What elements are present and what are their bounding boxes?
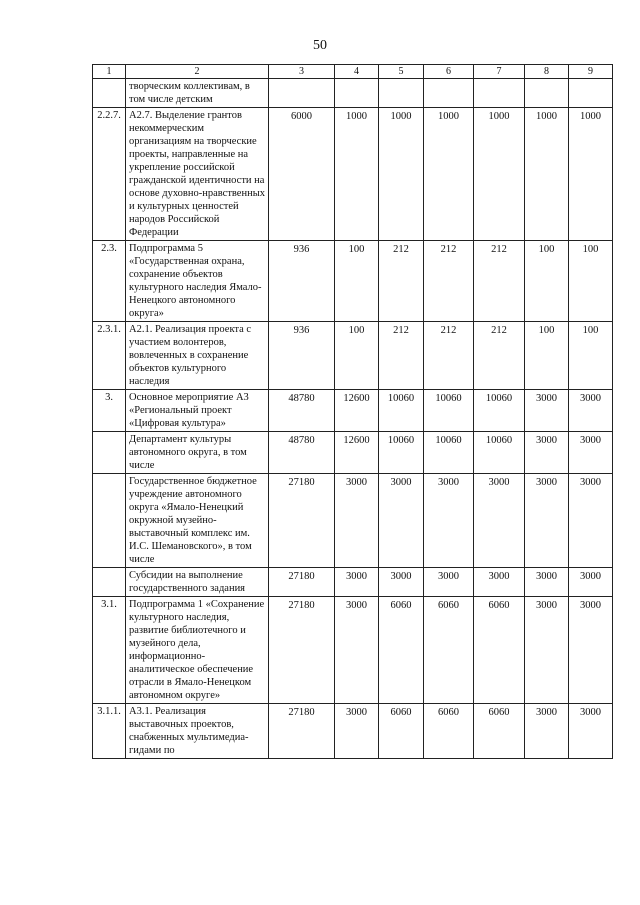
value-cell: 3000 [424, 474, 474, 568]
value-cell: 1000 [335, 108, 379, 241]
table-row [93, 474, 613, 568]
value-cell: 212 [379, 241, 424, 322]
row-name-cell: Подпрограмма 1 «Сохранение культурного наследия, развитие библиотечного и музейного дела, информационно-аналитическое обеспечение отрасли в Ямало-Ненецком автономном округе» [126, 597, 269, 704]
row-name-cell: Подпрограмма 5 «Государственная охрана, сохранение объектов культурного наследия Ямало-Ненецкого автономного округа» [126, 241, 269, 322]
value-cell: 3000 [335, 474, 379, 568]
value-cell [379, 79, 424, 108]
value-cell: 1000 [474, 108, 525, 241]
value-cell: 12600 [335, 432, 379, 474]
table-row [93, 322, 613, 390]
page-number: 50 [313, 38, 327, 53]
value-cell: 212 [474, 322, 525, 390]
row-name-cell: А3.1. Реализация выставочных проектов, снабженных мультимедиа-гидами по [126, 704, 269, 759]
row-name-cell: Государственное бюджетное учреждение автономного округа «Ямало-Ненецкий окружной музейно-выставочный комплекс им. И.С. Шемановского», в том числе [126, 474, 269, 568]
table-header-row [93, 65, 613, 79]
table-row [93, 704, 613, 759]
value-cell: 212 [474, 241, 525, 322]
value-cell: 3000 [335, 568, 379, 597]
value-cell: 27180 [269, 704, 335, 759]
row-code-cell [93, 432, 126, 474]
header-cell: 2 [126, 65, 269, 79]
value-cell: 100 [525, 241, 569, 322]
value-cell: 3000 [474, 474, 525, 568]
value-cell [474, 79, 525, 108]
value-cell: 12600 [335, 390, 379, 432]
value-cell: 3000 [569, 568, 613, 597]
table-row [93, 432, 613, 474]
header-cell: 3 [269, 65, 335, 79]
value-cell: 1000 [424, 108, 474, 241]
row-name-cell: Субсидии на выполнение государственного задания [126, 568, 269, 597]
value-cell: 3000 [525, 568, 569, 597]
value-cell: 3000 [569, 432, 613, 474]
value-cell: 3000 [525, 474, 569, 568]
header-cell: 4 [335, 65, 379, 79]
budget-table [92, 64, 613, 759]
value-cell: 3000 [379, 568, 424, 597]
row-name-cell: Основное мероприятие А3 «Региональный проект «Цифровая культура» [126, 390, 269, 432]
value-cell: 1000 [525, 108, 569, 241]
value-cell: 10060 [474, 390, 525, 432]
value-cell: 6060 [474, 704, 525, 759]
value-cell: 10060 [424, 390, 474, 432]
value-cell: 3000 [525, 432, 569, 474]
row-code-cell: 3. [93, 390, 126, 432]
value-cell: 212 [424, 241, 474, 322]
value-cell: 100 [335, 241, 379, 322]
value-cell: 3000 [335, 704, 379, 759]
value-cell [269, 79, 335, 108]
value-cell: 3000 [379, 474, 424, 568]
table-row [93, 390, 613, 432]
header-cell: 1 [93, 65, 126, 79]
value-cell: 6060 [379, 704, 424, 759]
row-code-cell [93, 474, 126, 568]
row-name-cell: А2.7. Выделение грантов некоммерческим организациям на творческие проекты, направленные на укрепление российской гражданской идентичности на основе духовно-нравственных и культурных ценностей народов Российской Федерации [126, 108, 269, 241]
value-cell: 100 [335, 322, 379, 390]
header-cell: 8 [525, 65, 569, 79]
value-cell: 10060 [379, 432, 424, 474]
table-row [93, 597, 613, 704]
value-cell: 6060 [424, 704, 474, 759]
row-code-cell: 3.1.1. [93, 704, 126, 759]
row-name-cell: А2.1. Реализация проекта с участием волонтеров, вовлеченных в сохранение объектов культурного наследия [126, 322, 269, 390]
header-cell: 5 [379, 65, 424, 79]
value-cell: 3000 [569, 390, 613, 432]
value-cell: 3000 [525, 390, 569, 432]
row-code-cell: 2.3. [93, 241, 126, 322]
value-cell: 3000 [335, 597, 379, 704]
value-cell: 936 [269, 241, 335, 322]
table-row [93, 241, 613, 322]
value-cell: 3000 [569, 597, 613, 704]
value-cell: 100 [525, 322, 569, 390]
value-cell: 3000 [525, 597, 569, 704]
header-cell: 9 [569, 65, 613, 79]
value-cell [335, 79, 379, 108]
header-cell: 7 [474, 65, 525, 79]
value-cell: 10060 [474, 432, 525, 474]
row-code-cell: 3.1. [93, 597, 126, 704]
value-cell: 10060 [379, 390, 424, 432]
value-cell: 1000 [379, 108, 424, 241]
value-cell: 3000 [424, 568, 474, 597]
value-cell [424, 79, 474, 108]
table-row [93, 568, 613, 597]
value-cell: 212 [379, 322, 424, 390]
header-cell: 6 [424, 65, 474, 79]
value-cell: 6000 [269, 108, 335, 241]
value-cell: 6060 [424, 597, 474, 704]
value-cell: 100 [569, 241, 613, 322]
row-code-cell: 2.2.7. [93, 108, 126, 241]
value-cell: 3000 [525, 704, 569, 759]
value-cell: 212 [424, 322, 474, 390]
row-code-cell [93, 79, 126, 108]
table-row [93, 108, 613, 241]
row-code-cell [93, 568, 126, 597]
row-name-cell: Департамент культуры автономного округа, в том числе [126, 432, 269, 474]
value-cell: 27180 [269, 597, 335, 704]
table-row [93, 79, 613, 108]
value-cell: 48780 [269, 432, 335, 474]
value-cell: 3000 [569, 474, 613, 568]
row-name-cell: творческим коллективам, в том числе детским [126, 79, 269, 108]
row-code-cell: 2.3.1. [93, 322, 126, 390]
table-body [93, 65, 613, 759]
value-cell: 27180 [269, 474, 335, 568]
value-cell: 1000 [569, 108, 613, 241]
value-cell [569, 79, 613, 108]
value-cell: 48780 [269, 390, 335, 432]
value-cell: 10060 [424, 432, 474, 474]
value-cell: 100 [569, 322, 613, 390]
value-cell: 3000 [569, 704, 613, 759]
value-cell: 3000 [474, 568, 525, 597]
value-cell: 936 [269, 322, 335, 390]
value-cell [525, 79, 569, 108]
value-cell: 6060 [474, 597, 525, 704]
value-cell: 6060 [379, 597, 424, 704]
value-cell: 27180 [269, 568, 335, 597]
